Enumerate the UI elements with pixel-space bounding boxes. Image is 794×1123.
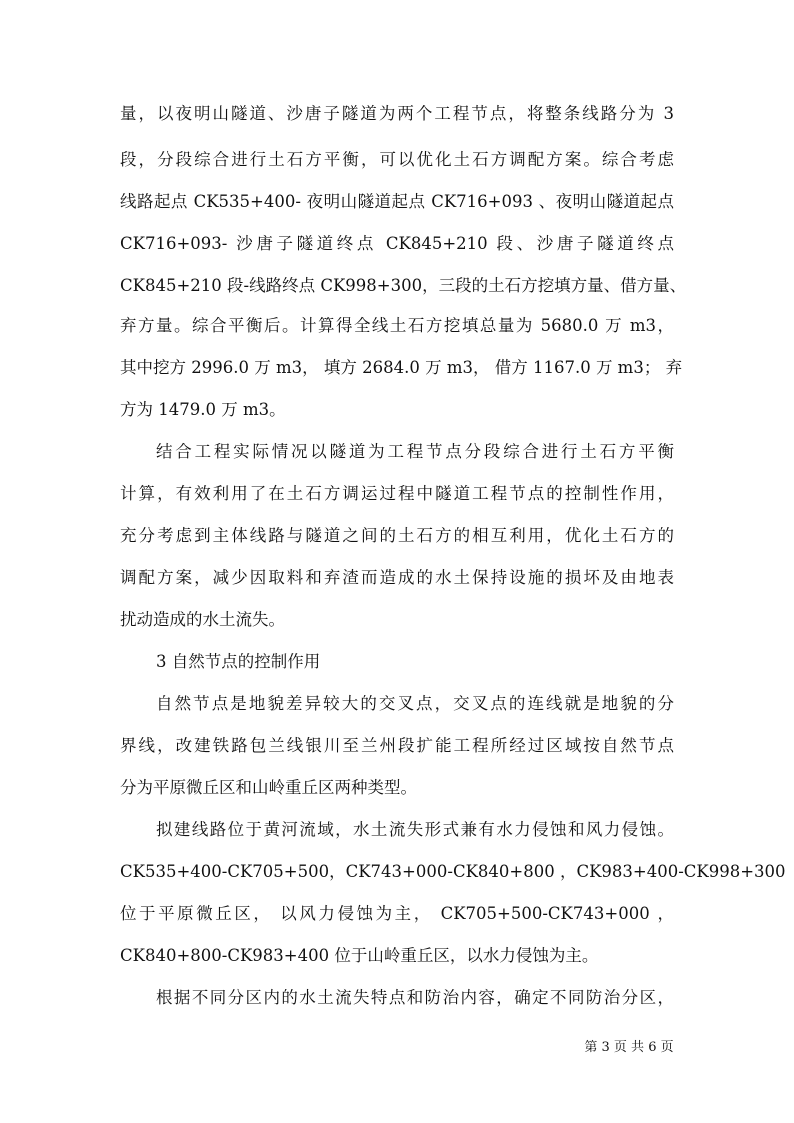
- body-line-1: 量，以夜明山隧道、沙唐子隧道为两个工程节点，将整条线路分为 3: [120, 104, 674, 123]
- paragraph-4-line-1: 拟建线路位于黄河流域，水土流失形式兼有水力侵蚀和风力侵蚀。: [156, 820, 674, 839]
- page-number: 第 3 页 共 6 页: [584, 1040, 674, 1055]
- paragraph-5-line-1: 根据不同分区内的水土流失特点和防治内容，确定不同防治分区，: [156, 988, 674, 1007]
- body-line-2: 段，分段综合进行土石方平衡，可以优化土石方调配方案。综合考虑: [120, 150, 674, 169]
- paragraph-2-line-2: 计算，有效利用了在土石方调运过程中隧道工程节点的控制性作用，: [120, 484, 674, 503]
- body-line-4: CK716+093- 沙唐子隧道终点 CK845+210 段、沙唐子隧道终点: [120, 234, 674, 253]
- paragraph-3-line-2: 界线，改建铁路包兰线银川至兰州段扩能工程所经过区域按自然节点: [120, 736, 674, 755]
- paragraph-4-line-2: CK535+400-CK705+500，CK743+000-CK840+800 ，CK983+400-CK998+300: [120, 862, 786, 881]
- paragraph-2-line-3: 充分考虑到主体线路与隧道之间的土石方的相互利用，优化土石方的: [120, 526, 674, 545]
- body-line-5: CK845+210 段-线路终点 CK998+300，三段的土石方挖填方量、借方量、: [120, 276, 687, 295]
- body-line-6: 弃方量。综合平衡后。计算得全线土石方挖填总量为 5680.0 万 m3，: [120, 316, 674, 335]
- page-footer: [0, 1040, 794, 1056]
- body-line-8: 方为 1479.0 万 m3。: [120, 400, 286, 419]
- paragraph-3-line-1: 自然节点是地貌差异较大的交叉点，交叉点的连线就是地貌的分: [156, 694, 674, 713]
- paragraph-2-line-1: 结合工程实际情况以隧道为工程节点分段综合进行土石方平衡: [156, 442, 674, 461]
- paragraph-2-line-4: 调配方案，减少因取料和弃渣而造成的水土保持设施的损坏及由地表: [120, 568, 674, 587]
- paragraph-4-line-3: 位于平原微丘区， 以风力侵蚀为主， CK705+500-CK743+000 ，: [120, 904, 674, 923]
- body-line-7: 其中挖方 2996.0 万 m3， 填方 2684.0 万 m3， 借方 1167.0 万 m3； 弃: [120, 358, 683, 377]
- section-heading: 3 自然节点的控制作用: [156, 652, 321, 671]
- paragraph-3-line-3: 分为平原微丘区和山岭重丘区两种类型。: [120, 778, 417, 797]
- paragraph-2-line-5: 扰动造成的水土流失。: [120, 610, 285, 629]
- paragraph-4-line-4: CK840+800-CK983+400 位于山岭重丘区，以水力侵蚀为主。: [120, 946, 599, 965]
- body-line-3: 线路起点 CK535+400- 夜明山隧道起点 CK716+093 、夜明山隧道起点: [120, 192, 674, 211]
